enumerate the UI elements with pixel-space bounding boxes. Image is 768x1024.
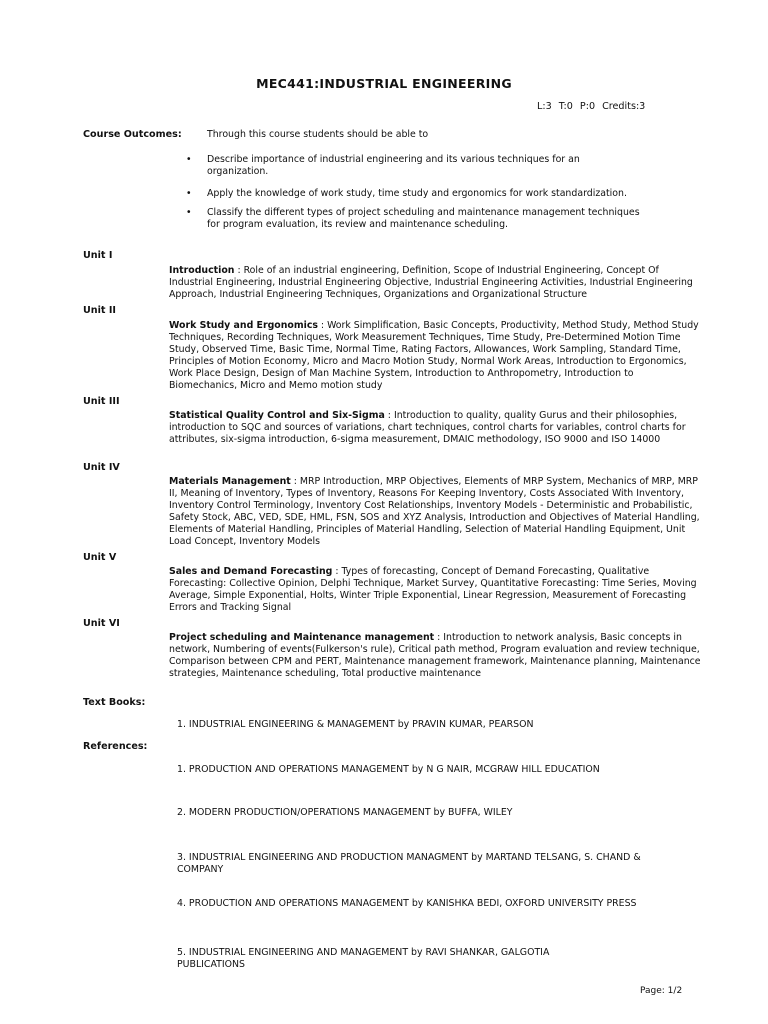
unit-description <box>169 320 704 392</box>
unit-topics: Work Simplification, Basic Concepts, Productivity, Method Study, Method Study Techniques, Recording Techniques, Work Measurement Techniques, Time Study, Pre-Determined Motion Time Study, Observed Time, Basic Time, Normal Time, Rating Factors, Allowances, Work Sampling, Standard Time, Principles of Motion Economy, Micro and Macro Motion Study, Normal Work Areas, Introduction to Ergonomics, Work Place Design, Design of Man Machine System, Introduction to Anthropometry, Introduction to Biomechanics, Micro and Memo motion study <box>169 320 699 391</box>
unit-label: Unit I <box>83 250 113 261</box>
outcome-item: Classify the different types of project scheduling and maintenance management techniques for program evaluation, its review and maintenance scheduling. <box>207 207 640 230</box>
unit-heading: Work Study and Ergonomics <box>169 320 318 331</box>
unit-separator: : <box>290 476 300 487</box>
outcome-item: Apply the knowledge of work study, time study and ergonomics for work standardization. <box>207 188 627 199</box>
unit-topics: Introduction to quality, quality Gurus and their philosophies, introduction to SQC and sources of variations, chart techniques, control charts for variables, control charts for attributes, six-sigma introduction, 6-sigma measurement, DMAIC methodology, ISO 9000 and ISO 14000 <box>169 410 686 445</box>
course-title: MEC441:INDUSTRIAL ENGINEERING <box>256 76 512 91</box>
unit-heading: Sales and Demand Forecasting <box>169 566 333 577</box>
unit-heading: Statistical Quality Control and Six-Sigma <box>169 410 385 421</box>
reference-item: 3. INDUSTRIAL ENGINEERING AND PRODUCTION MANAGMENT by MARTAND TELSANG, S. CHAND & COMPANY <box>177 852 641 875</box>
unit-label: Unit II <box>83 305 116 316</box>
page-number: Page: 1/2 <box>640 986 683 996</box>
reference-item: 2. MODERN PRODUCTION/OPERATIONS MANAGEMENT by BUFFA, WILEY <box>177 807 513 818</box>
reference-item: 4. PRODUCTION AND OPERATIONS MANAGEMENT by KANISHKA BEDI, OXFORD UNIVERSITY PRESS <box>177 898 637 909</box>
text-book-item: 1. INDUSTRIAL ENGINEERING & MANAGEMENT by PRAVIN KUMAR, PEARSON <box>177 719 534 730</box>
bullet-marker: • <box>186 188 192 199</box>
unit-description <box>169 632 704 680</box>
unit-description <box>169 265 704 301</box>
outcome-item: Describe importance of industrial engineering and its various techniques for an organization. <box>207 154 580 177</box>
unit-separator: : <box>234 265 244 276</box>
unit-separator: : <box>434 632 444 643</box>
unit-label: Unit IV <box>83 462 120 473</box>
credits-line: L:3 T:0 P:0 Credits:3 <box>537 101 646 112</box>
course-outcomes-label: Course Outcomes: <box>83 129 182 140</box>
course-outcomes-intro: Through this course students should be able to <box>207 129 429 140</box>
reference-item: 5. INDUSTRIAL ENGINEERING AND MANAGEMENT by RAVI SHANKAR, GALGOTIA PUBLICATIONS <box>177 947 550 970</box>
unit-separator: : <box>384 410 394 421</box>
unit-label: Unit VI <box>83 618 120 629</box>
reference-item: 1. PRODUCTION AND OPERATIONS MANAGEMENT by N G NAIR, MCGRAW HILL EDUCATION <box>177 764 600 775</box>
text-books-label: Text Books: <box>83 697 146 708</box>
unit-topics: MRP Introduction, MRP Objectives, Elements of MRP System, Mechanics of MRP, MRP II, Meaning of Inventory, Types of Inventory, Reasons For Keeping Inventory, Costs Associated With Inventory, Inventory Control Terminology, Inventory Cost Relationships, Inventory Models - Deterministic and Probabilistic, Safety Stock, ABC, VED, SDE, HML, FSN, SOS and XYZ Analysis, Introduction and Objectives of Material Handling, Elements of Material Handling, Principles of Material Handling, Selection of Material Handling Equipment, Unit Load Concept, Inventory Models <box>169 476 700 547</box>
unit-topics: Introduction to network analysis, Basic concepts in network, Numbering of events(Fulkerson's rule), Critical path method, Program evaluation and review technique, Comparison between CPM and PERT, Maintenance management framework, Maintenance planning, Maintenance strategies, Maintenance scheduling, Total productive maintenance <box>169 632 701 679</box>
references-label: References: <box>83 741 148 752</box>
unit-separator: : <box>317 320 328 331</box>
unit-description <box>169 476 704 548</box>
unit-description <box>169 566 704 614</box>
unit-label: Unit V <box>83 552 117 563</box>
unit-heading: Project scheduling and Maintenance management <box>169 632 435 643</box>
bullet-marker: • <box>186 154 192 165</box>
unit-label: Unit III <box>83 396 120 407</box>
bullet-marker: • <box>186 207 192 218</box>
unit-topics: Role of an industrial engineering, Definition, Scope of Industrial Engineering, Concept Of Industrial Engineering, Industrial Engineering Objective, Industrial Engineering Activities, Industrial Engineering Approach, Industrial Engineering Techniques, Organizations and Organizational Structure <box>169 265 693 300</box>
unit-separator: : <box>332 566 342 577</box>
unit-topics: Types of forecasting, Concept of Demand Forecasting, Qualitative Forecasting: Collective Opinion, Delphi Technique, Market Survey, Quantitative Forecasting: Time Series, Moving Average, Simple Exponential, Holts, Winter Triple Exponential, Linear Regression, Measurement of Forecasting Errors and Tracking Signal <box>169 566 697 613</box>
unit-heading: Introduction <box>169 265 235 276</box>
unit-heading: Materials Management <box>169 476 291 487</box>
unit-description <box>169 410 704 446</box>
